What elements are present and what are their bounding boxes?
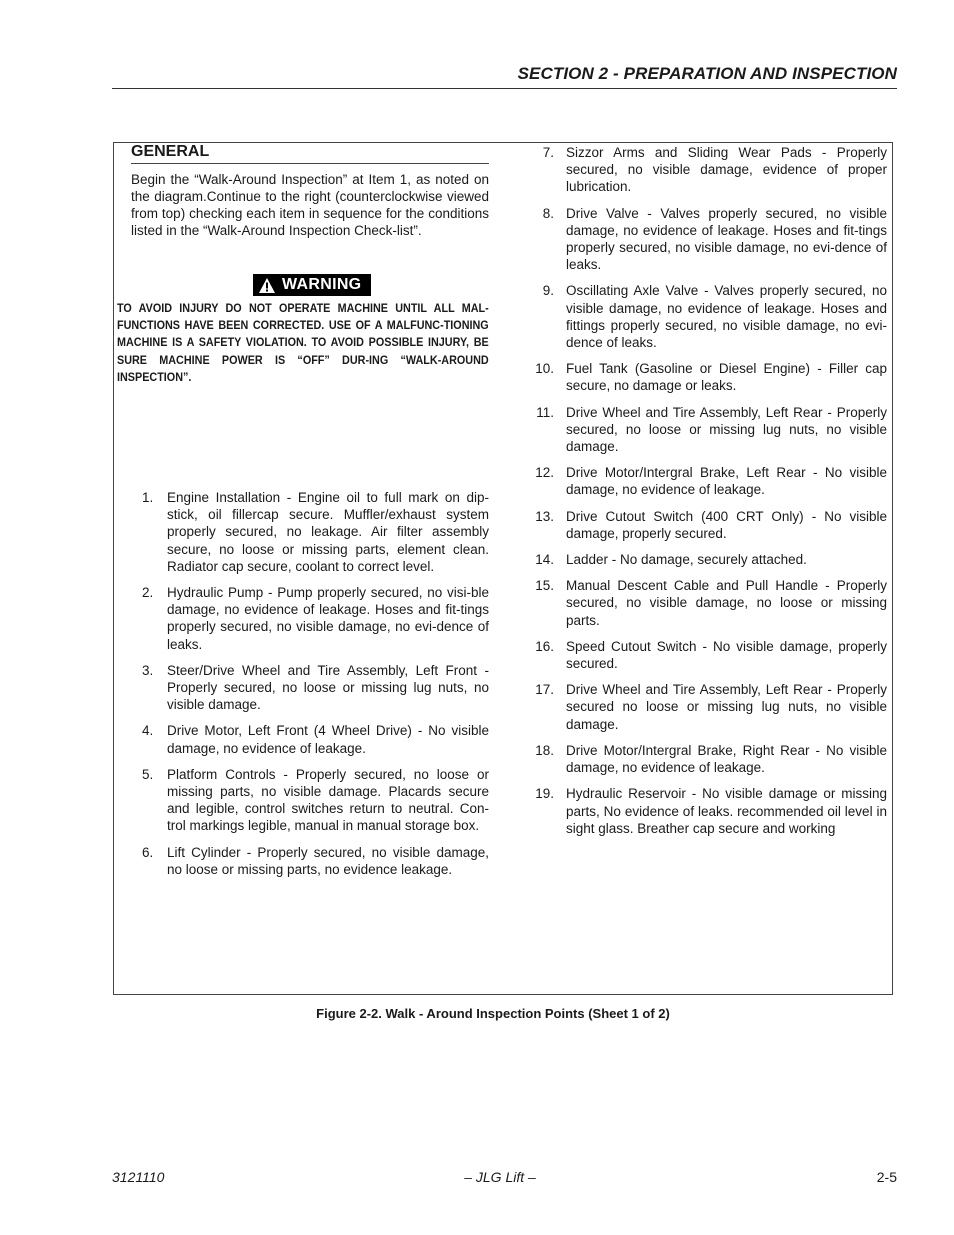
inspection-item-text: Drive Wheel and Tire Assembly, Left Rear - Properly secured, no loose or missing lug nuts, no visible damage. [566, 404, 887, 455]
inspection-item-number: 10. [535, 361, 554, 377]
inspection-item-number: 3. [142, 662, 154, 678]
inspection-item [530, 404, 887, 456]
inspection-item [530, 144, 887, 196]
inspection-item [142, 489, 489, 575]
inspection-item [530, 785, 887, 837]
inspection-item-text: Engine Installation - Engine oil to full mark on dip-stick, oil fillercap secure. Muffler/exhaust system properly secured, no leakage. Air filter assembly secure, no loose or missing parts, element clean. Radiator cap secure, coolant to correct level. [167, 490, 489, 574]
inspection-item-text: Fuel Tank (Gasoline or Diesel Engine) - Filler cap secure, no damage or leaks. [566, 361, 887, 394]
inspection-list-left [142, 489, 489, 887]
inspection-item [530, 360, 887, 394]
inspection-item-text: Ladder - No damage, securely attached. [566, 552, 807, 568]
inspection-item-number: 6. [142, 844, 154, 860]
inspection-item [530, 638, 887, 672]
inspection-item [530, 464, 887, 498]
inspection-item [530, 681, 887, 733]
inspection-item [142, 584, 489, 653]
inspection-item-text: Oscillating Axle Valve - Valves properly secured, no visible damage, no evidence of leakage. Hoses and fittings properly secured, no visible damage, no evi-dence of leaks. [566, 283, 887, 351]
warning-label-text: WARNING [282, 276, 362, 293]
general-body-text: Begin the “Walk-Around Inspection” at Item 1, as noted on the diagram.Continue to the right (counterclockwise viewed from top) checking each item in sequence for the conditions listed in the “Walk-Around Inspection Check-list”. [131, 172, 489, 238]
inspection-item [142, 766, 489, 835]
inspection-item-text: Speed Cutout Switch - No visible damage, properly secured. [566, 638, 887, 672]
warning-triangle-icon [258, 277, 276, 294]
inspection-item-number: 14. [535, 552, 554, 568]
inspection-item-text: Steer/Drive Wheel and Tire Assembly, Left Front - Properly secured, no loose or missing lug nuts, no visible damage. [167, 662, 489, 713]
inspection-item-text: Drive Valve - Valves properly secured, no visible damage, no evidence of leakage. Hoses and fit-tings properly secured, no visible damage, no evi-dence of leaks. [566, 205, 887, 273]
warning-label [253, 274, 371, 299]
inspection-item [142, 722, 489, 756]
inspection-item-number: 19. [535, 786, 554, 802]
figure-caption: Figure 2-2. Walk - Around Inspection Points (Sheet 1 of 2) [316, 1006, 670, 1021]
inspection-item [530, 742, 887, 776]
inspection-item [530, 205, 887, 274]
footer-publisher: – JLG Lift – [464, 1169, 536, 1185]
inspection-item-number: 17. [535, 682, 554, 698]
inspection-item [142, 844, 489, 878]
inspection-item-number: 18. [535, 742, 554, 758]
inspection-item-number: 12. [535, 465, 554, 481]
section-title: SECTION 2 - PREPARATION AND INSPECTION [517, 64, 897, 83]
inspection-item-text: Hydraulic Reservoir - No visible damage or missing parts, No evidence of leaks. recommended oil level in sight glass. Breather cap secure and working [566, 786, 887, 836]
inspection-item-number: 15. [535, 578, 554, 594]
inspection-item [530, 577, 887, 629]
footer-doc-number: 3121110 [112, 1169, 165, 1185]
inspection-item [530, 282, 887, 351]
inspection-item-text: Platform Controls - Properly secured, no loose or missing parts, no visible damage. Placards secure and legible, control switches return to neutral. Con-trol markings legible, manual in manual storage box. [167, 766, 489, 834]
inspection-item-text: Lift Cylinder - Properly secured, no visible damage, no loose or missing parts, no evidence leakage. [167, 844, 489, 877]
inspection-item-number: 16. [535, 638, 554, 654]
warning-badge [253, 274, 371, 296]
inspection-item-text: Drive Wheel and Tire Assembly, Left Rear - Properly secured no loose or missing lug nuts, no visible damage. [566, 682, 887, 732]
inspection-list-right [530, 144, 887, 846]
inspection-item-number: 9. [542, 283, 554, 299]
footer-page-number: 2-5 [876, 1169, 897, 1185]
inspection-item-number: 2. [142, 585, 154, 601]
inspection-item [530, 551, 887, 568]
general-section [131, 143, 489, 239]
inspection-item [142, 662, 489, 714]
inspection-item-number: 5. [142, 766, 154, 782]
inspection-item-text: Drive Motor, Left Front (4 Wheel Drive) - No visible damage, no evidence of leakage. [167, 723, 489, 756]
inspection-item-number: 13. [535, 508, 554, 524]
inspection-item-text: Sizzor Arms and Sliding Wear Pads - Properly secured, no visible damage, evidence of proper lubrication. [566, 145, 887, 195]
warning-message: TO AVOID INJURY DO NOT OPERATE MACHINE UNTIL ALL MAL-FUNCTIONS HAVE BEEN CORRECTED. USE OF A MALFUNC-TIONING MACHINE IS A SAFETY VIOLATION. TO AVOID POSSIBLE INJURY, BE SURE MACHINE POWER IS “OFF” DUR-ING “WALK-AROUND INSPECTION”. [117, 301, 489, 384]
inspection-item-text: Drive Cutout Switch (400 CRT Only) - No visible damage, properly secured. [566, 508, 887, 541]
general-heading: GENERAL [131, 143, 489, 164]
inspection-item-text: Drive Motor/Intergral Brake, Left Rear - No visible damage, no evidence of leakage. [566, 465, 887, 498]
inspection-item-number: 1. [142, 490, 154, 505]
inspection-item-number: 8. [542, 205, 554, 221]
inspection-item-text: Manual Descent Cable and Pull Handle - Properly secured, no visible damage, no loose or missing parts. [566, 578, 887, 628]
inspection-item-text: Hydraulic Pump - Pump properly secured, no visi-ble damage, no evidence of leakage. Hoses and fit-tings properly secured, no visible damage, no evi-dence of leaks. [167, 585, 489, 652]
inspection-item [530, 508, 887, 542]
inspection-item-text: Drive Motor/Intergral Brake, Right Rear - No visible damage, no evidence of leakage. [566, 742, 887, 776]
inspection-item-number: 11. [536, 404, 554, 420]
inspection-item-number: 4. [142, 723, 154, 739]
header-divider [112, 88, 897, 89]
inspection-item-number: 7. [542, 145, 554, 160]
